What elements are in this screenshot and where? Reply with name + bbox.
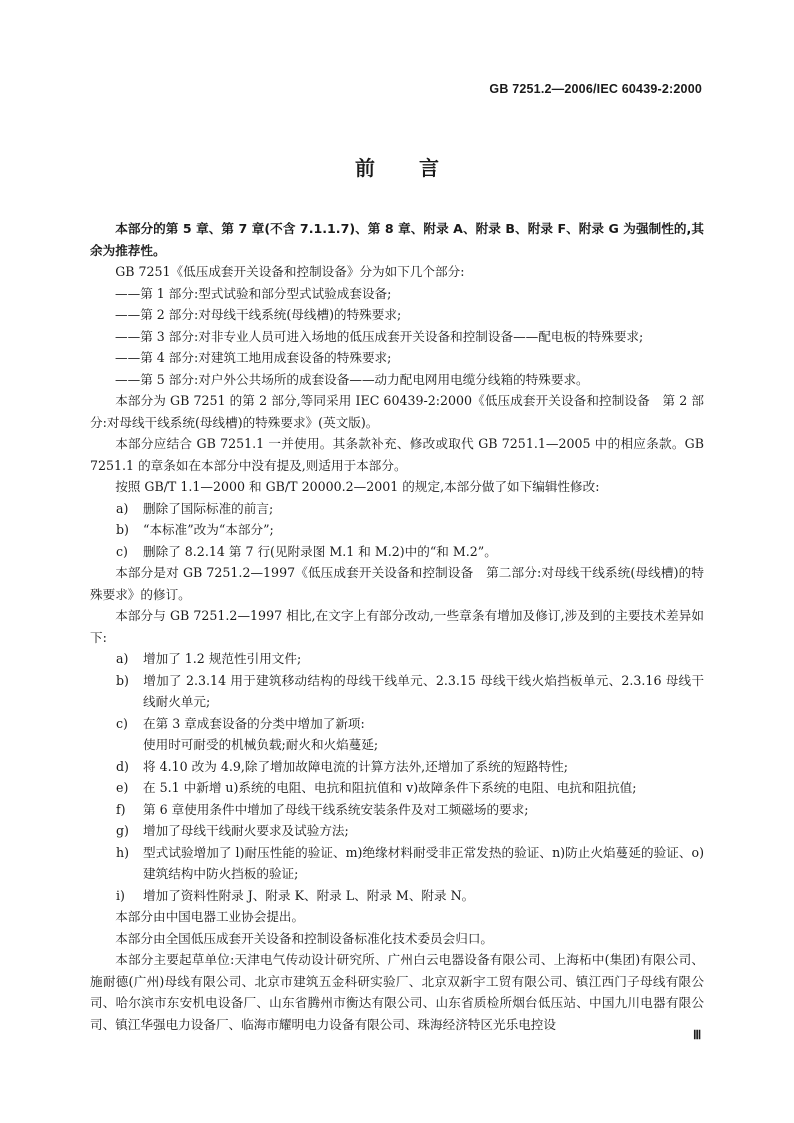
- list-item: [90, 756, 704, 778]
- revision-paragraph: 本部分是对 GB 7251.2—1997《低压成套开关设备和控制设备 第二部分:对母线干线系统(母线槽)的特殊要求》的修订。: [90, 565, 704, 602]
- list-text: 增加了 1.2 规范性引用文件;: [143, 651, 302, 666]
- mandatory-statement: 本部分的第 5 章、第 7 章(不含 7.1.1.7)、第 8 章、附录 A、附录 B、附录 F、附录 G 为强制性的,其余为推荐性。: [90, 221, 704, 258]
- list-item: [90, 777, 704, 799]
- page-title: [0, 152, 794, 181]
- page-number: Ⅲ: [693, 1028, 702, 1042]
- list-label: c): [116, 543, 128, 559]
- editorial-intro: 按照 GB/T 1.1—2000 和 GB/T 20000.2—2001 的规定,本部分做了如下编辑性修改:: [115, 479, 600, 494]
- list-label: c): [116, 715, 128, 731]
- foreword-body: [90, 218, 704, 1035]
- part-item: ——第 4 部分:对建筑工地用成套设备的特殊要求;: [115, 350, 392, 365]
- centralized-by: 本部分由全国低压成套开关设备和控制设备标准化技术委员会归口。: [115, 930, 493, 946]
- list-label: h): [116, 844, 130, 860]
- list-item: [90, 885, 704, 907]
- list-item: [90, 498, 704, 520]
- list-label: e): [116, 780, 129, 795]
- list-text: 型式试验增加了 l)耐压性能的验证、m)绝缘材料耐受非正常发热的验证、n)防止火焰蔓延的验证、o)建筑结构中防火挡板的验证;: [143, 844, 704, 881]
- differences-intro: 本部分与 GB 7251.2—1997 相比,在文字上有部分改动,一些章条有增加及修订,涉及到的主要技术差异如下:: [90, 608, 704, 645]
- list-text: 增加了资料性附录 J、附录 K、附录 L、附录 M、附录 N。: [143, 887, 475, 903]
- list-label: b): [116, 672, 129, 688]
- part-item: ——第 5 部分:对户外公共场所的成套设备——动力配电网用电缆分线箱的特殊要求。: [115, 371, 589, 387]
- list-item: [90, 541, 704, 563]
- drafting-units: 本部分主要起草单位:天津电气传动设计研究所、广州白云电器设备有限公司、上海柘中(集团)有限公司、施耐德(广州)母线有限公司、北京市建筑五金科研实验厂、北京双新宇工贸有限公司、镇江西门子母线有限公司、哈尔滨市东安机电设备厂、山东省腾州市衡达有限公司、山东省质检所烟台低压站、中国九川电器有限公司、镇江华强电力设备厂、临海市耀明电力设备有限公司、珠海经济特区光乐电控设: [90, 952, 704, 1032]
- standard-code-header: GB 7251.2—2006/IEC 60439-2:2000: [489, 82, 702, 96]
- list-item: [90, 519, 704, 541]
- list-item: [90, 670, 704, 713]
- parts-intro: GB 7251《低压成套开关设备和控制设备》分为如下几个部分:: [115, 264, 465, 279]
- title-char-1: 前: [355, 156, 375, 180]
- list-text: 删除了国际标准的前言;: [143, 500, 274, 516]
- list-item: [90, 820, 704, 842]
- usage-paragraph: 本部分应结合 GB 7251.1 一并使用。其条款补充、修改或取代 GB 7251.1—2005 中的相应条款。GB 7251.1 的章条如在本部分中没有提及,则适用于本部分。: [90, 436, 704, 473]
- list-label: i): [116, 887, 125, 903]
- part-item: ——第 3 部分:对非专业人员可进入场地的低压成套开关设备和控制设备——配电板的特殊要求;: [115, 328, 644, 344]
- list-text: 增加了 2.3.14 用于建筑移动结构的母线干线单元、2.3.15 母线干线火焰挡板单元、2.3.16 母线干线耐火单元;: [143, 672, 704, 709]
- part-item: ——第 1 部分:型式试验和部分型式试验成套设备;: [115, 285, 392, 301]
- list-item: [90, 648, 704, 670]
- list-label: a): [116, 500, 129, 516]
- list-text: 在 5.1 中新增 u)系统的电阻、电抗和阻抗值和 v)故障条件下系统的电阻、电抗和阻抗值;: [143, 780, 637, 795]
- list-label: g): [116, 823, 129, 838]
- list-item: [90, 713, 704, 735]
- list-item-continuation: 使用时可耐受的机械负载;耐火和火焰蔓延;: [143, 737, 379, 752]
- list-label: b): [116, 522, 129, 537]
- list-text: 将 4.10 改为 4.9,除了增加故障电流的计算方法外,还增加了系统的短路特性;: [143, 758, 568, 774]
- proposed-by: 本部分由中国电器工业协会提出。: [115, 909, 305, 924]
- list-label: f): [116, 801, 126, 817]
- list-label: a): [116, 651, 129, 666]
- title-char-2: 言: [419, 156, 439, 180]
- list-text: 增加了母线干线耐火要求及试验方法;: [143, 823, 349, 838]
- list-item: [90, 842, 704, 885]
- list-text: 第 6 章使用条件中增加了母线干线系统安装条件及对工频磁场的要求;: [143, 801, 529, 817]
- list-text: “本标准”改为“本部分”;: [143, 522, 274, 537]
- equivalence-paragraph: 本部分为 GB 7251 的第 2 部分,等同采用 IEC 60439-2:2000《低压成套开关设备和控制设备 第 2 部分:对母线干线系统(母线槽)的特殊要求》(英文版)。: [90, 393, 704, 430]
- list-text: 删除了 8.2.14 第 7 行(见附录图 M.1 和 M.2)中的“和 M.2”。: [143, 543, 497, 559]
- list-label: d): [116, 758, 129, 774]
- list-text: 在第 3 章成套设备的分类中增加了新项:: [143, 715, 365, 731]
- part-item: ——第 2 部分:对母线干线系统(母线槽)的特殊要求;: [115, 307, 402, 322]
- list-item: [90, 799, 704, 821]
